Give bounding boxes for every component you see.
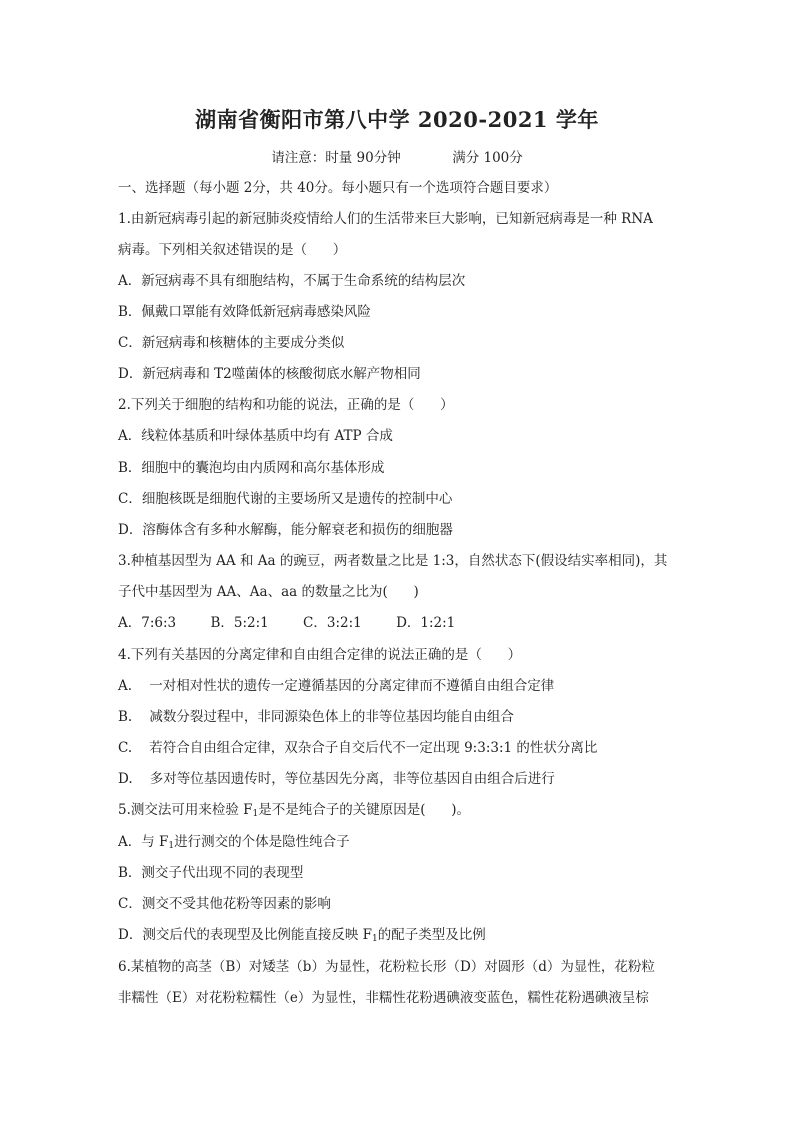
q5-stem-pre: 5.测交法可用来检验 F	[118, 802, 253, 818]
q4-option-d: D. 多对等位基因遗传时，等位基因先分离，非等位基因自由组合后进行	[118, 771, 555, 787]
exam-title: 湖南省衡阳市第八中学 2020-2021 学年	[195, 107, 599, 132]
q6-stem-line2: 非糯性（E）对花粉粒糯性（e）为显性，非糯性花粉遇碘液变蓝色，糯性花粉遇碘液呈棕	[118, 990, 649, 1006]
q5-option-a	[118, 830, 350, 851]
q5-option-d	[118, 923, 486, 944]
q2-stem: 2.下列关于细胞的结构和功能的说法，正确的是（ ）	[118, 397, 454, 413]
q1-option-c: C．新冠病毒和核糖体的主要成分类似	[118, 335, 345, 351]
q2-option-c: C．细胞核既是细胞代谢的主要场所又是遗传的控制中心	[118, 491, 453, 507]
q2-option-a: A．线粒体基质和叶绿体基质中均有 ATP 合成	[118, 428, 393, 444]
q6-stem-line1: 6.某植物的高茎（B）对矮茎（b）为显性，花粉粒长形（D）对圆形（d）为显性，花粉粒	[118, 959, 655, 975]
q5-stem-sub: 1	[252, 809, 259, 819]
q1-option-a: A．新冠病毒不具有细胞结构，不属于生命系统的结构层次	[118, 273, 466, 289]
q3-stem-line1: 3.种植基因型为 AA 和 Aa 的豌豆，两者数量之比是 1:3，自然状态下(假设结实率相同)，其	[118, 553, 668, 569]
q5-d-sub: 1	[371, 934, 378, 944]
q5-d-pre: D．测交后代的表现型及比例能直接反映 F	[118, 927, 372, 943]
q5-option-b: B．测交子代出现不同的表现型	[118, 865, 304, 881]
q1-option-b: B．佩戴口罩能有效降低新冠病毒感染风险	[118, 304, 371, 320]
exam-notice: 请注意：时量 90分钟 满分 100分	[271, 150, 523, 166]
q2-option-d: D．溶酶体含有多种水解酶，能分解衰老和损伤的细胞器	[118, 522, 453, 538]
q5-a-sub: 1	[168, 841, 175, 851]
q1-stem-line1: 1.由新冠病毒引起的新冠肺炎疫情给人们的生活带来巨大影响，已知新冠病毒是一种 RNA	[118, 211, 653, 227]
section-heading: 一、选择题（每小题 2分，共 40分。每小题只有一个选项符合题目要求）	[118, 180, 558, 196]
q3-stem-line2: 子代中基因型为 AA、Aa、aa 的数量之比为( )	[118, 584, 419, 600]
q4-option-c: C. 若符合自由组合定律，双杂合子自交后代不一定出现 9:3:3:1 的性状分离比	[118, 740, 598, 756]
q5-a-post: 进行测交的个体是隐性纯合子	[174, 834, 350, 850]
q5-a-pre: A．与 F	[118, 834, 169, 850]
q1-stem-line2: 病毒。下列相关叙述错误的是（ ）	[118, 242, 347, 258]
q3-options: A．7:6:3 B．5:2:1 C．3:2:1 D．1:2:1	[118, 615, 456, 631]
q2-option-b: B．细胞中的囊泡均由内质网和高尔基体形成	[118, 460, 385, 476]
q4-option-b: B. 减数分裂过程中，非同源染色体上的非等位基因均能自由组合	[118, 709, 514, 725]
q5-option-c: C．测交不受其他花粉等因素的影响	[118, 896, 331, 912]
q4-stem: 4.下列有关基因的分离定律和自由组合定律的说法正确的是（ ）	[118, 647, 522, 663]
q1-option-d: D．新冠病毒和 T2噬菌体的核酸彻底水解产物相同	[118, 366, 421, 382]
q4-option-a: A. 一对相对性状的遗传一定遵循基因的分离定律而不遵循自由组合定律	[118, 678, 555, 694]
q5-stem-post: 是不是纯合子的关键原因是( )。	[258, 802, 471, 818]
q5-stem	[118, 798, 470, 819]
q5-d-post: 的配子类型及比例	[377, 927, 486, 943]
